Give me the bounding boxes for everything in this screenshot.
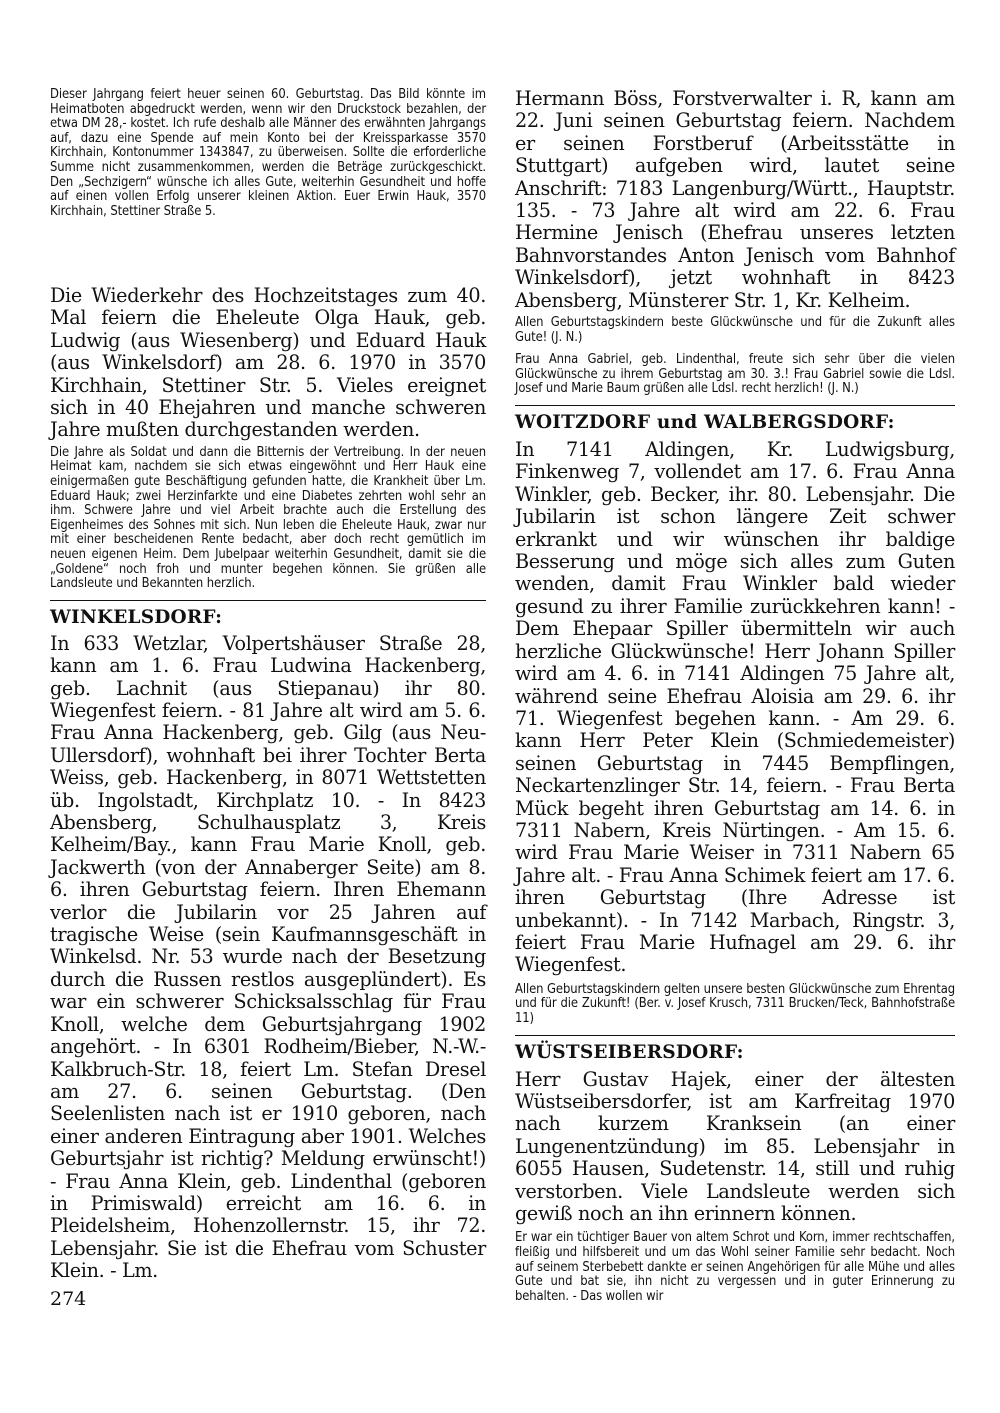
winkelsdorf-heading: WINKELSDORF: xyxy=(50,606,223,628)
winkelsdorf-paragraph: In 633 Wetzlar, Volpertshäuser Straße 28, kann am 1. 6. Frau Ludwina Hackenberg, geb. Lachnit (aus Stiepanau) ihr 80. Wiegenfest feiern. - 81 Jahre alt wird am 5. 6. Frau Anna Hackenberg, geb. Gilg (aus Neu-Ullersdorf), wohnhaft bei ihrer Tochter Berta Weiss, geb. Hackenberg, in 8071 Wettstetten üb. Ingolstadt, Kirchplatz 10. - In 8423 Abensberg, Schulhausplatz 3, Kreis Kelheim/Bay., kann Frau Marie Knoll, geb. Jackwerth (von der Annaberger Seite) am 8. 6. ihren Geburtstag feiern. Ihren Ehemann verlor die Jubilarin vor 25 Jahren auf tragische Weise (sein Kaufmannsgeschäft in Winkelsd. Nr. 53 wurde nach der Besetzung durch die Russen restlos ausgeplündert). Es war ein schwerer Schicksalsschlag für Frau Knoll, welche dem Geburtsjahrgang 1902 angehört. - In 6301 Rodheim/Bieber, N.-W.-Kalkbruch-Str. 18, feiert Lm. Stefan Dresel am 27. 6. seinen Geburtstag. (Den Seelenlisten nach ist er 1910 geboren, nach einer anderen Eintragung aber 1901. Welches Geburtsjahr ist richtig? Meldung erwünscht!) - Frau Anna Klein, geb. Lindenthal (geboren in Primiswald) erreicht am 16. 6. in Pleidelsheim, Hohenzollernstr. 15, ihr 72. Lebensjahr. Sie ist die Ehefrau vom Schuster Klein. - Lm. xyxy=(50,631,486,1283)
boess-jenisch-paragraph: Hermann Böss, Forstverwalter i. R, kann am 22. Juni seinen Geburtstag feiern. Nachdem er seinen Forstberuf (Arbeitsstätte in Stuttgart) aufgeben wird, lautet seine Anschrift: 7183 Langenburg/Württ., Hauptstr. 135. - 73 Jahre alt wird am 22. 6. Frau Hermine Jenisch (Ehefrau unseres letzten Bahnvorstandes Anton Jenisch vom Bahnhof Winkelsdorf), jetzt wohnhaft in 8423 Abensberg, Münsterer Str. 1, Kr. Kelheim. xyxy=(515,87,955,312)
left-column xyxy=(50,88,486,1283)
hochzeitstag-paragraph: Die Wiederkehr des Hochzeitstages zum 40. Mal feiern die Eheleute Olga Hauk, geb. Ludwig (aus Wiesenberg) und Eduard Hauk (aus Winkelsdorf) am 28. 6. 1970 in 3570 Kirchhain, Stettiner Str. 5. Vieles ereignet sich in 40 Ehejahren und manche schweren Jahre mußten durchgestanden werden. xyxy=(50,284,486,442)
section-divider xyxy=(515,1035,955,1036)
gabriel-thanks-paragraph: Frau Anna Gabriel, geb. Lindenthal, freute sich sehr über die vielen Glückwünsche zu ihrem Geburtstag am 30. 3.! Frau Gabriel sowie die Ldsl. Josef und Marie Baum grüßen alle Ldsl. recht herzlich! (J. N.) xyxy=(515,352,955,397)
jahrgang-appeal-paragraph: Dieser Jahrgang feiert heuer seinen 60. Geburtstag. Das Bild könnte im Heimatboten abgedruckt werden, wenn wir den Druckstock bezahlen, der etwa DM 28,- kostet. Ich rufe deshalb alle Männer des erwähnten Jahrgangs auf, dazu eine Spende auf mein Konto bei der Kreissparkasse 3570 Kirchhain, Kontonummer 1343847, zu überweisen. Sollte die erforderliche Summe nicht zusammenkommen, werden die Beträge zurückgeschickt. Den „Sechzigern“ wünsche ich alles Gute, weiterhin Gesundheit und hoffe auf einen vollen Erfolg unserer kleinen Aktion. Euer Erwin Hauk, 3570 Kirchhain, Stettiner Straße 5. xyxy=(50,87,486,219)
hochzeitstag-details-paragraph: Die Jahre als Soldat und dann die Bitternis der Vertreibung. In der neuen Heimat kam, nachdem sie sich etwas eingewöhnt und Herr Hauk eine einigermaßen gute Beschäftigung gefunden hatte, die Krankheit über Lm. Eduard Hauk; zwei Herzinfarkte und eine Diabetes zehrten wohl sehr an ihm. Schwere Jahre und viel Arbeit brachte auch die Erstellung des Eigenheimes des Sohnes mit sich. Nun leben die Eheleute Hauk, zwar nur mit einer bescheidenen Rente bedacht, aber doch recht gemütlich im neuen eigenen Heim. Dem Jubelpaar weiterhin Gesundheit, damit sie die „Goldene“ noch froh und munter begehen können. Sie grüßen alle Landsleute und Bekannten herzlich. xyxy=(50,444,486,592)
woitzdorf-paragraph: In 7141 Aldingen, Kr. Ludwigsburg, Finkenweg 7, vollendet am 17. 6. Frau Anna Winkler, geb. Becker, ihr. 80. Lebensjahr. Die Jubilarin ist schon längere Zeit schwer erkrankt und wir wünschen ihr baldige Besserung und möge sich alles zum Guten wenden, damit Frau Winkler bald wieder gesund zu ihrer Familie zurückkehren kann! - Dem Ehepaar Spiller übermitteln wir auch herzliche Glückwünsche! Herr Johann Spiller wird am 4. 6. in 7141 Aldingen 75 Jahre alt, während seine Ehefrau Aloisia am 29. 6. ihr 71. Wiegenfest begehen kann. - Am 29. 6. kann Herr Peter Klein (Schmiedemeister) seinen Geburtstag in 7445 Bempflingen, Neckartenzlinger Str. 14, feiern. - Frau Berta Mück begeht ihren Geburtstag am 14. 6. in 7311 Nabern, Kreis Nürtingen. - Am 15. 6. wird Frau Marie Weiser in 7311 Nabern 65 Jahre alt. - Frau Anna Schimek feiert am 17. 6. ihren Geburtstag (Ihre Adresse ist unbekannt). - In 7142 Marbach, Ringstr. 3, feiert Frau Marie Hufnagel am 29. 6. ihr Wiegenfest. xyxy=(515,438,955,977)
section-divider xyxy=(515,405,955,406)
section-divider xyxy=(50,600,486,601)
right-column xyxy=(515,88,955,1304)
woitzdorf-greeting-paragraph: Allen Geburtstagskindern gelten unsere besten Glückwünsche zum Ehrentag und für die Zukunft! (Ber. v. Josef Krusch, 7311 Brucken/Teck, Bahnhofstraße 11) xyxy=(515,981,955,1026)
hajek-obituary-details: Er war ein tüchtiger Bauer von altem Schrot und Korn, immer rechtschaffen, fleißig und hilfsbereit und um das Wohl seiner Familie sehr bedacht. Noch auf seinem Sterbebett dankte er seinen Angehörigen für alle Mühe und alles Gute und bat sie, ihn nicht zu vergessen und in guter Erinnerung zu behalten. - Das wollen wir xyxy=(515,1230,955,1304)
wuestseibersdorf-heading: WÜSTSEIBERSDORF: xyxy=(515,1041,744,1063)
hajek-obituary-paragraph: Herr Gustav Hajek, einer der ältesten Wüstseibersdorfer, ist am Karfreitag 1970 nach kurzem Kranksein (an einer Lungenentzündung) im 85. Lebensjahr in 6055 Hausen, Sudetenstr. 14, still und ruhig verstorben. Viele Landsleute werden sich gewiß noch an ihn erinnern können. xyxy=(515,1067,955,1225)
boess-greeting-paragraph: Allen Geburtstagskindern beste Glückwünsche und für die Zukunft alles Gute! (J. N.) xyxy=(515,315,955,345)
page-number: 274 xyxy=(50,1288,87,1310)
woitzdorf-heading: WOITZDORF und WALBERGSDORF: xyxy=(515,412,895,434)
